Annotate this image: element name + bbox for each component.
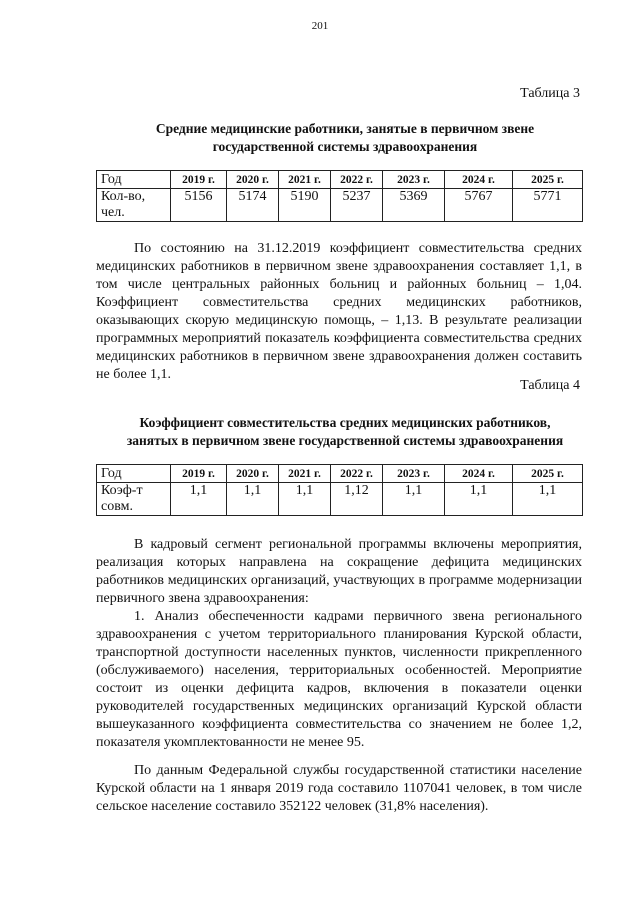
paragraph-3: 1. Анализ обеспеченности кадрами первичного звена регионального здравоохранения с учетом территориального планирования Курской области, транспортной доступности населенных пунктов, численности прикрепленного (обслуживаемого) населения, территориальных особенностей. Мероприятие состоит из оценки дефицита кадров, включения в показатели оценки руководителей государственных медицинских организаций Курской области вышеуказанного коэффициента совместительства со значением не более 1,2, показателя укомплектованности не менее 95. — [96, 609, 582, 750]
table4-header-cell: 2021 г. — [279, 465, 331, 483]
table3 — [96, 170, 583, 222]
table4-header-cell: 2025 г. — [513, 465, 583, 483]
table3-title-line1: Средние медицинские работники, занятые в первичном звене — [155, 121, 535, 136]
table4-header-cell: 2022 г. — [331, 465, 383, 483]
table4-cell: 1,1 — [279, 483, 331, 516]
table4-header-row — [97, 465, 583, 483]
table3-header-cell: 2020 г. — [227, 171, 279, 189]
paragraph-4: По данным Федеральной службы государственной статистики население Курской области на 1 января 2019 года составило 1107041 человек, в том числе сельское население составило 352122 человек (31,8% населения). — [96, 763, 582, 814]
table3-title-line2: государственной системы здравоохранения — [212, 139, 478, 154]
table3-header-cell: 2023 г. — [383, 171, 445, 189]
table4-row-label — [97, 483, 171, 516]
table4-cell: 1,1 — [445, 483, 513, 516]
table4-title-line1: Коэффициент совместительства средних медицинских работников, — [139, 415, 551, 430]
table3-title — [90, 120, 600, 156]
table3-cell: 5369 — [383, 189, 445, 222]
table4-header-cell: 2024 г. — [445, 465, 513, 483]
table3-cell: 5190 — [279, 189, 331, 222]
table3-header-row — [97, 171, 583, 189]
table3-header-cell: 2021 г. — [279, 171, 331, 189]
table4-header-cell: 2019 г. — [171, 465, 227, 483]
table3-row — [97, 189, 583, 222]
table3-header-cell: 2024 г. — [445, 171, 513, 189]
table3-row-label-line2: чел. — [101, 205, 125, 220]
table4-row-label-line2: совм. — [101, 499, 133, 514]
table4-cell: 1,1 — [383, 483, 445, 516]
table4-header-cell: 2020 г. — [227, 465, 279, 483]
table3-cell: 5174 — [227, 189, 279, 222]
table3-header-cell: Год — [97, 171, 171, 189]
table3-header-cell: 2022 г. — [331, 171, 383, 189]
table4-cell: 1,12 — [331, 483, 383, 516]
table4-row — [97, 483, 583, 516]
table3-caption: Таблица 3 — [520, 86, 580, 101]
table3-cell: 5771 — [513, 189, 583, 222]
table4-header-cell: Год — [97, 465, 171, 483]
table4-cell: 1,1 — [227, 483, 279, 516]
page-number: 201 — [311, 20, 329, 32]
paragraph-1: По состоянию на 31.12.2019 коэффициент совместительства средних медицинских работников в первичном звене здравоохранения составляет 1,1, в том числе центральных районных больниц и районных больниц – 1,04. Коэффициент совместительства средних медицинских работников, оказывающих скорую медицинскую помощь, – 1,13. В результате реализации программных мероприятий показатель коэффициента совместительства средних медицинских работников в первичном звене здравоохранения должен составить не более 1,1. — [96, 241, 582, 382]
table4 — [96, 464, 583, 516]
paragraph-2: В кадровый сегмент региональной программы включены мероприятия, реализация которых направлена на сокращение дефицита медицинских работников медицинских организаций, участвующих в программе модернизации первичного звена здравоохранения: — [96, 537, 582, 606]
table4-header-cell: 2023 г. — [383, 465, 445, 483]
table3-header-cell: 2019 г. — [171, 171, 227, 189]
table3-cell: 5237 — [331, 189, 383, 222]
table3-row-label — [97, 189, 171, 222]
table3-cell: 5156 — [171, 189, 227, 222]
table3-header-cell: 2025 г. — [513, 171, 583, 189]
table4-cell: 1,1 — [513, 483, 583, 516]
table4-row-label-line1: Коэф-т — [101, 483, 143, 498]
table3-cell: 5767 — [445, 189, 513, 222]
table4-title-line2: занятых в первичном звене государственной системы здравоохранения — [126, 433, 564, 448]
table4-cell: 1,1 — [171, 483, 227, 516]
table4-caption: Таблица 4 — [520, 378, 580, 393]
table4-title — [90, 414, 600, 450]
table3-row-label-line1: Кол-во, — [101, 189, 146, 204]
